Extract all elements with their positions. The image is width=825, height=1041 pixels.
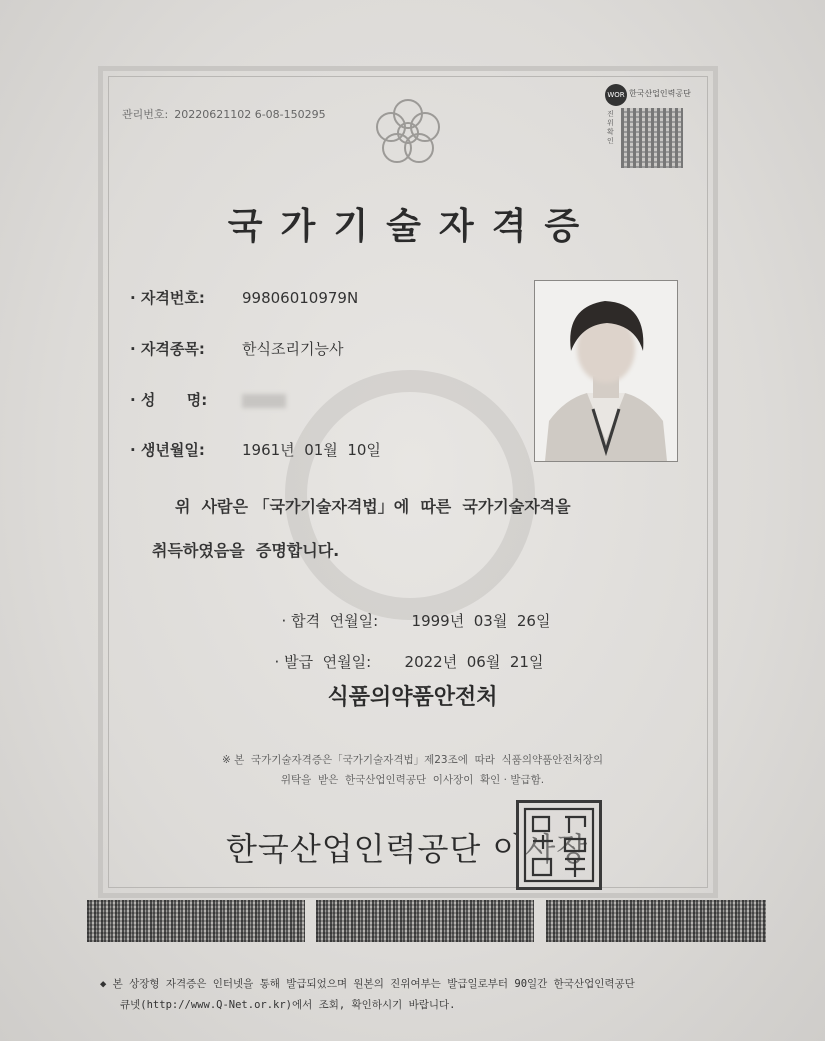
field-label: · 자격번호: (130, 289, 205, 307)
issuing-agency: 식품의약품안전처 (327, 685, 498, 710)
qr-org-label: 한국산업인력공단 (629, 89, 691, 98)
field-value: 한식조리기능사 (242, 340, 344, 358)
field-label: · 생년월일: (130, 441, 205, 459)
national-emblem-icon (368, 92, 448, 172)
field-birthdate (130, 439, 381, 460)
field-name (130, 389, 286, 410)
statement-line-2: 취득하였음을 증명합니다. (152, 541, 340, 560)
field-label: · 성 명: (130, 391, 208, 409)
issue-date (265, 633, 543, 672)
barcode-strip-3 (546, 900, 766, 942)
official-seal (516, 800, 602, 890)
notice-line-1: ※ 본 국가기술자격증은「국가기술자격법」제23조에 따라 식품의약품안전처장의 (222, 754, 603, 766)
management-number (122, 106, 332, 122)
barcode-strip-1 (87, 900, 305, 942)
certificate-title: 국가기술자격증 (227, 206, 598, 247)
issue-date-label: · 발급 연월일: (274, 653, 372, 671)
management-value: 20220621102 6-08-150295 (174, 108, 326, 121)
qr-side-label: 진위확인 (607, 110, 614, 145)
statement-line-1: 위 사람은 「국가기술자격법」에 따른 국가기술자격을 (175, 497, 571, 516)
field-cert-number (130, 287, 358, 308)
pass-date-label: · 합격 연월일: (281, 612, 379, 630)
field-label: · 자격종목: (130, 340, 205, 358)
seal-stamp-icon (519, 803, 599, 887)
qr-badge: WOR (605, 84, 627, 106)
notice-line-2: 위탁을 받은 한국산업인력공단 이사장이 확인 · 발급함. (280, 774, 545, 786)
pass-date-value: 1999년 03월 26일 (411, 612, 551, 630)
pass-date (272, 592, 550, 631)
management-label: 관리번호: (122, 108, 169, 121)
holder-photo (534, 280, 678, 462)
field-cert-type (130, 338, 343, 359)
president-signature: 한국산업인력공단 이사장 (226, 830, 589, 868)
footer-line-1: ◆ 본 상장형 자격증은 인터넷을 통해 발급되었으며 원본의 진위여부는 발급일로부터 90일간 한국산업인력공단 (100, 978, 635, 990)
field-value: 99806010979N (242, 289, 359, 307)
field-value: 1961년 01월 10일 (242, 441, 381, 459)
qr-verification (605, 84, 697, 168)
redacted-name (242, 394, 286, 408)
barcode-strip-2 (316, 900, 534, 942)
footer-line-2: 큐넷(http://www.Q-Net.or.kr)에서 조회, 확인하시기 바랍니다. (120, 999, 456, 1011)
qr-code-icon (621, 108, 683, 168)
issue-date-value: 2022년 06월 21일 (404, 653, 544, 671)
